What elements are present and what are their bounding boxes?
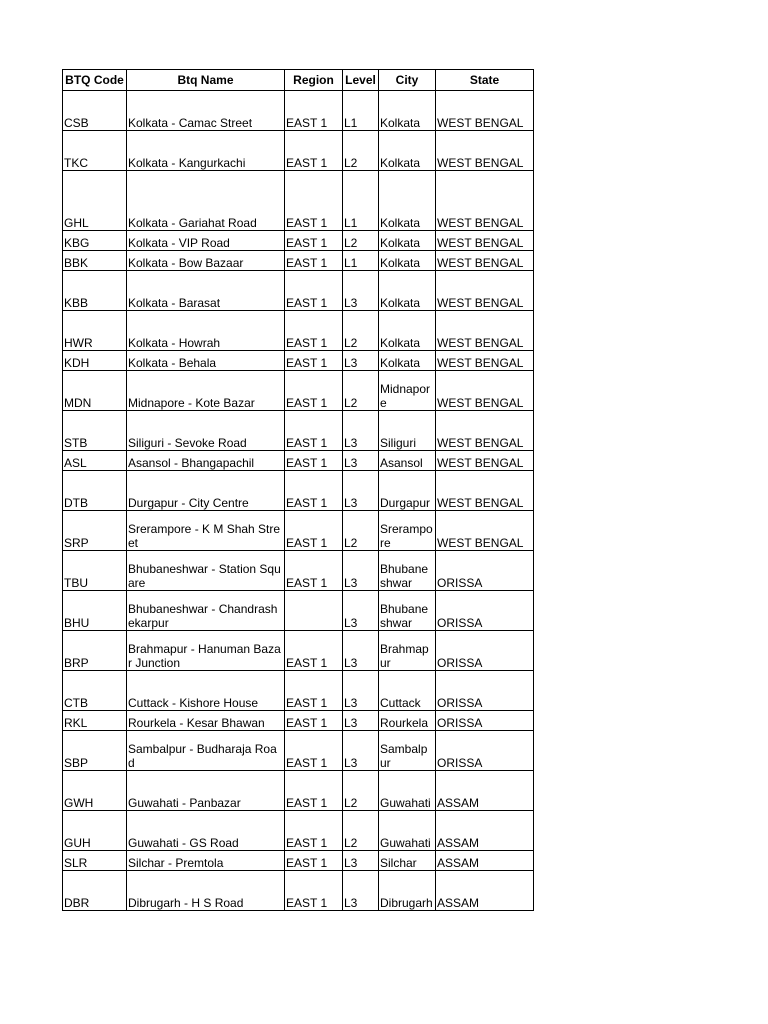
cell-level: L3: [343, 351, 379, 371]
cell-btq-name: Srerampore - K M Shah Street: [127, 511, 285, 551]
cell-region: EAST 1: [285, 631, 343, 671]
table-row: [63, 251, 534, 271]
table-body: [63, 91, 534, 911]
cell-level: L3: [343, 631, 379, 671]
cell-btq-code: GWH: [63, 771, 127, 811]
cell-state: WEST BENGAL: [436, 511, 534, 551]
table-row: [63, 511, 534, 551]
cell-btq-name: Guwahati - Panbazar: [127, 771, 285, 811]
cell-btq-code: TKC: [63, 131, 127, 171]
cell-city: Kolkata: [379, 271, 436, 311]
cell-btq-name: Bhubaneshwar - Station Square: [127, 551, 285, 591]
cell-level: L3: [343, 711, 379, 731]
table-row: [63, 451, 534, 471]
cell-city: Durgapur: [379, 471, 436, 511]
cell-city: Bhubaneshwar: [379, 591, 436, 631]
table-row: [63, 91, 534, 131]
cell-state: WEST BENGAL: [436, 471, 534, 511]
cell-state: WEST BENGAL: [436, 171, 534, 231]
cell-btq-code: SLR: [63, 851, 127, 871]
table-row: [63, 171, 534, 231]
cell-state: WEST BENGAL: [436, 351, 534, 371]
cell-btq-code: MDN: [63, 371, 127, 411]
cell-btq-name: Kolkata - Kangurkachi: [127, 131, 285, 171]
header-btq-code: BTQ Code: [63, 70, 127, 91]
cell-region: EAST 1: [285, 311, 343, 351]
cell-state: WEST BENGAL: [436, 411, 534, 451]
table-row: [63, 471, 534, 511]
cell-level: L3: [343, 451, 379, 471]
cell-btq-code: SRP: [63, 511, 127, 551]
cell-city: Srerampore: [379, 511, 436, 551]
table-row: [63, 551, 534, 591]
table-row: [63, 351, 534, 371]
cell-region: EAST 1: [285, 471, 343, 511]
header-city: City: [379, 70, 436, 91]
cell-region: EAST 1: [285, 771, 343, 811]
header-region: Region: [285, 70, 343, 91]
cell-btq-code: BBK: [63, 251, 127, 271]
cell-level: L2: [343, 231, 379, 251]
cell-btq-code: TBU: [63, 551, 127, 591]
table-row: [63, 131, 534, 171]
table-row: [63, 851, 534, 871]
cell-state: ORISSA: [436, 671, 534, 711]
cell-region: [285, 591, 343, 631]
cell-state: WEST BENGAL: [436, 451, 534, 471]
cell-btq-name: Siliguri - Sevoke Road: [127, 411, 285, 451]
cell-btq-name: Kolkata - Behala: [127, 351, 285, 371]
cell-city: Kolkata: [379, 91, 436, 131]
cell-btq-name: Kolkata - Barasat: [127, 271, 285, 311]
cell-city: Kolkata: [379, 311, 436, 351]
table-row: [63, 271, 534, 311]
cell-region: EAST 1: [285, 351, 343, 371]
cell-btq-name: Bhubaneshwar - Chandrashekarpur: [127, 591, 285, 631]
cell-btq-name: Sambalpur - Budharaja Road: [127, 731, 285, 771]
cell-btq-code: BHU: [63, 591, 127, 631]
table-row: [63, 771, 534, 811]
cell-btq-code: CSB: [63, 91, 127, 131]
cell-btq-code: SBP: [63, 731, 127, 771]
cell-city: Guwahati: [379, 771, 436, 811]
cell-region: EAST 1: [285, 251, 343, 271]
table-row: [63, 371, 534, 411]
cell-btq-code: GUH: [63, 811, 127, 851]
cell-level: L2: [343, 131, 379, 171]
cell-city: Silchar: [379, 851, 436, 871]
cell-state: ORISSA: [436, 711, 534, 731]
cell-level: L3: [343, 471, 379, 511]
cell-level: L3: [343, 871, 379, 911]
cell-city: Guwahati: [379, 811, 436, 851]
cell-state: ORISSA: [436, 591, 534, 631]
cell-btq-name: Midnapore - Kote Bazar: [127, 371, 285, 411]
cell-level: L1: [343, 91, 379, 131]
cell-level: L3: [343, 591, 379, 631]
boutique-table: [62, 69, 534, 911]
table-row: [63, 711, 534, 731]
cell-level: L2: [343, 811, 379, 851]
cell-region: EAST 1: [285, 451, 343, 471]
cell-state: WEST BENGAL: [436, 251, 534, 271]
cell-level: L1: [343, 251, 379, 271]
cell-city: Midnapore: [379, 371, 436, 411]
cell-region: EAST 1: [285, 511, 343, 551]
cell-level: L3: [343, 271, 379, 311]
cell-level: L3: [343, 731, 379, 771]
cell-city: Kolkata: [379, 231, 436, 251]
cell-btq-name: Guwahati - GS Road: [127, 811, 285, 851]
cell-level: L3: [343, 671, 379, 711]
cell-region: EAST 1: [285, 731, 343, 771]
cell-state: WEST BENGAL: [436, 371, 534, 411]
cell-region: EAST 1: [285, 711, 343, 731]
cell-state: ASSAM: [436, 771, 534, 811]
cell-btq-name: Silchar - Premtola: [127, 851, 285, 871]
cell-btq-name: Rourkela - Kesar Bhawan: [127, 711, 285, 731]
header-row: [63, 70, 534, 91]
cell-btq-name: Kolkata - Camac Street: [127, 91, 285, 131]
cell-state: ASSAM: [436, 871, 534, 911]
cell-state: ASSAM: [436, 851, 534, 871]
cell-btq-code: ASL: [63, 451, 127, 471]
cell-level: L1: [343, 171, 379, 231]
cell-city: Sambalpur: [379, 731, 436, 771]
cell-btq-code: KBB: [63, 271, 127, 311]
cell-city: Kolkata: [379, 351, 436, 371]
cell-city: Kolkata: [379, 251, 436, 271]
cell-btq-name: Kolkata - Howrah: [127, 311, 285, 351]
table-row: [63, 231, 534, 251]
table-row: [63, 591, 534, 631]
cell-state: WEST BENGAL: [436, 311, 534, 351]
cell-level: L2: [343, 371, 379, 411]
table-row: [63, 311, 534, 351]
header-btq-name: Btq Name: [127, 70, 285, 91]
cell-btq-code: DTB: [63, 471, 127, 511]
cell-region: EAST 1: [285, 371, 343, 411]
cell-level: L3: [343, 411, 379, 451]
cell-city: Rourkela: [379, 711, 436, 731]
table-row: [63, 731, 534, 771]
cell-city: Kolkata: [379, 131, 436, 171]
cell-state: WEST BENGAL: [436, 131, 534, 171]
header-level: Level: [343, 70, 379, 91]
cell-region: EAST 1: [285, 871, 343, 911]
cell-btq-name: Kolkata - VIP Road: [127, 231, 285, 251]
table-row: [63, 411, 534, 451]
cell-btq-name: Kolkata - Gariahat Road: [127, 171, 285, 231]
table-row: [63, 871, 534, 911]
cell-btq-name: Cuttack - Kishore House: [127, 671, 285, 711]
cell-region: EAST 1: [285, 811, 343, 851]
cell-city: Bhubaneshwar: [379, 551, 436, 591]
cell-btq-name: Dibrugarh - H S Road: [127, 871, 285, 911]
cell-btq-code: DBR: [63, 871, 127, 911]
cell-state: ORISSA: [436, 731, 534, 771]
cell-region: EAST 1: [285, 231, 343, 251]
cell-btq-name: Durgapur - City Centre: [127, 471, 285, 511]
cell-state: WEST BENGAL: [436, 271, 534, 311]
cell-region: EAST 1: [285, 551, 343, 591]
cell-btq-code: GHL: [63, 171, 127, 231]
cell-btq-code: BRP: [63, 631, 127, 671]
cell-state: WEST BENGAL: [436, 91, 534, 131]
cell-city: Asansol: [379, 451, 436, 471]
cell-city: Brahmapur: [379, 631, 436, 671]
cell-state: ASSAM: [436, 811, 534, 851]
cell-region: EAST 1: [285, 671, 343, 711]
cell-btq-name: Kolkata - Bow Bazaar: [127, 251, 285, 271]
table-row: [63, 671, 534, 711]
cell-level: L2: [343, 511, 379, 551]
cell-city: Kolkata: [379, 171, 436, 231]
header-state: State: [436, 70, 534, 91]
cell-region: EAST 1: [285, 851, 343, 871]
cell-city: Dibrugarh: [379, 871, 436, 911]
cell-region: EAST 1: [285, 91, 343, 131]
cell-level: L2: [343, 771, 379, 811]
cell-btq-code: HWR: [63, 311, 127, 351]
cell-region: EAST 1: [285, 411, 343, 451]
cell-level: L2: [343, 311, 379, 351]
cell-level: L3: [343, 551, 379, 591]
cell-btq-code: STB: [63, 411, 127, 451]
cell-btq-name: Brahmapur - Hanuman Bazar Junction: [127, 631, 285, 671]
cell-btq-code: CTB: [63, 671, 127, 711]
table-row: [63, 811, 534, 851]
cell-city: Cuttack: [379, 671, 436, 711]
cell-region: EAST 1: [285, 171, 343, 231]
cell-btq-code: RKL: [63, 711, 127, 731]
cell-region: EAST 1: [285, 271, 343, 311]
cell-city: Siliguri: [379, 411, 436, 451]
cell-region: EAST 1: [285, 131, 343, 171]
cell-btq-code: KBG: [63, 231, 127, 251]
table-row: [63, 631, 534, 671]
cell-state: WEST BENGAL: [436, 231, 534, 251]
cell-state: ORISSA: [436, 631, 534, 671]
cell-btq-code: KDH: [63, 351, 127, 371]
cell-btq-name: Asansol - Bhangapachil: [127, 451, 285, 471]
cell-level: L3: [343, 851, 379, 871]
cell-state: ORISSA: [436, 551, 534, 591]
